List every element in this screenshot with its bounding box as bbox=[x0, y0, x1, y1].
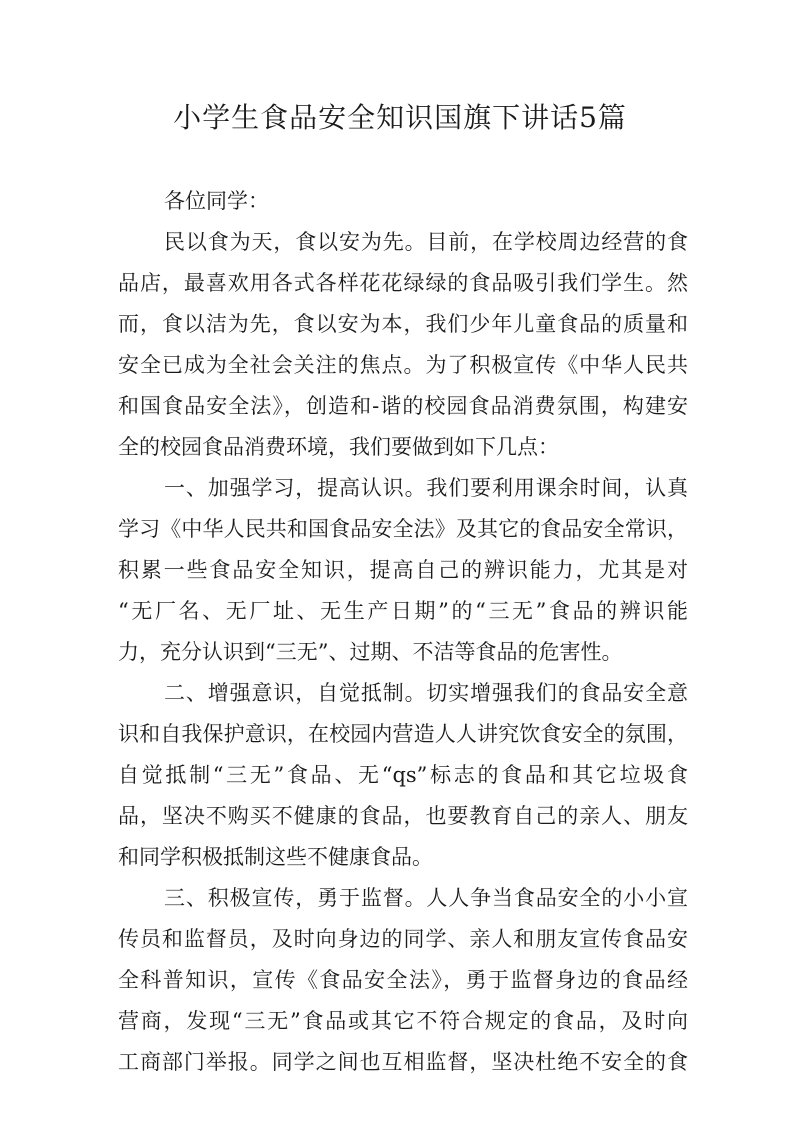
paragraph-line: 自觉抵制“三无”食品、无“qs”标志的食品和其它垃圾食 bbox=[118, 763, 688, 787]
greeting: 各位同学： bbox=[164, 189, 269, 213]
paragraph-line: 和国食品安全法》，创造和-谐的校园食品消费氛围，构建安 bbox=[118, 394, 688, 418]
paragraph-line: 三、积极宣传，勇于监督。人人争当食品安全的小小宣 bbox=[164, 886, 688, 910]
paragraph-2 bbox=[118, 468, 688, 673]
paragraph-line: 传员和监督员，及时向身边的同学、亲人和朋友宣传食品安 bbox=[118, 927, 688, 951]
paragraph-line: 全的校园食品消费环境，我们要做到如下几点： bbox=[118, 435, 559, 459]
paragraph-line: 工商部门举报。同学之间也互相监督，坚决杜绝不安全的食 bbox=[118, 1050, 688, 1074]
paragraph-line: 营商，发现“三无”食品或其它不符合规定的食品，及时向 bbox=[118, 1009, 688, 1033]
paragraph-line: 学习《中华人民共和国食品安全法》及其它的食品安全常识， bbox=[118, 517, 688, 541]
paragraph-line: 品店，最喜欢用各式各样花花绿绿的食品吸引我们学生。然 bbox=[118, 271, 688, 295]
paragraph-1 bbox=[118, 222, 688, 468]
document-body bbox=[118, 181, 688, 1083]
paragraph-4 bbox=[118, 878, 688, 1083]
paragraph-line: 全科普知识，宣传《食品安全法》，勇于监督身边的食品经 bbox=[118, 968, 688, 992]
paragraph-line: 而，食以洁为先，食以安为本，我们少年儿童食品的质量和 bbox=[118, 312, 688, 336]
paragraph-line: 识和自我保护意识，在校园内营造人人讲究饮食安全的氛围， bbox=[118, 722, 688, 746]
paragraph-line: 和同学积极抵制这些不健康食品。 bbox=[118, 845, 433, 869]
paragraph-line: 一、加强学习，提高认识。我们要利用课余时间，认真 bbox=[164, 476, 688, 500]
paragraph-line: 二、增强意识，自觉抵制。切实增强我们的食品安全意 bbox=[164, 681, 688, 705]
paragraph-line: 民以食为天，食以安为先。目前，在学校周边经营的食 bbox=[164, 230, 688, 254]
paragraph-line: 力，充分认识到“三无”、过期、不洁等食品的危害性。 bbox=[118, 640, 623, 664]
document-title: 小学生食品安全知识国旗下讲话5篇 bbox=[173, 101, 627, 134]
paragraph-line: 安全已成为全社会关注的焦点。为了积极宣传《中华人民共 bbox=[118, 353, 688, 377]
paragraph-line: 品，坚决不购买不健康的食品，也要教育自己的亲人、朋友 bbox=[118, 804, 688, 828]
paragraph-line: 积累一些食品安全知识，提高自己的辨识能力，尤其是对 bbox=[118, 558, 688, 582]
paragraph-3 bbox=[118, 673, 688, 878]
paragraph-line: “无厂名、无厂址、无生产日期”的“三无”食品的辨识能 bbox=[118, 599, 688, 623]
